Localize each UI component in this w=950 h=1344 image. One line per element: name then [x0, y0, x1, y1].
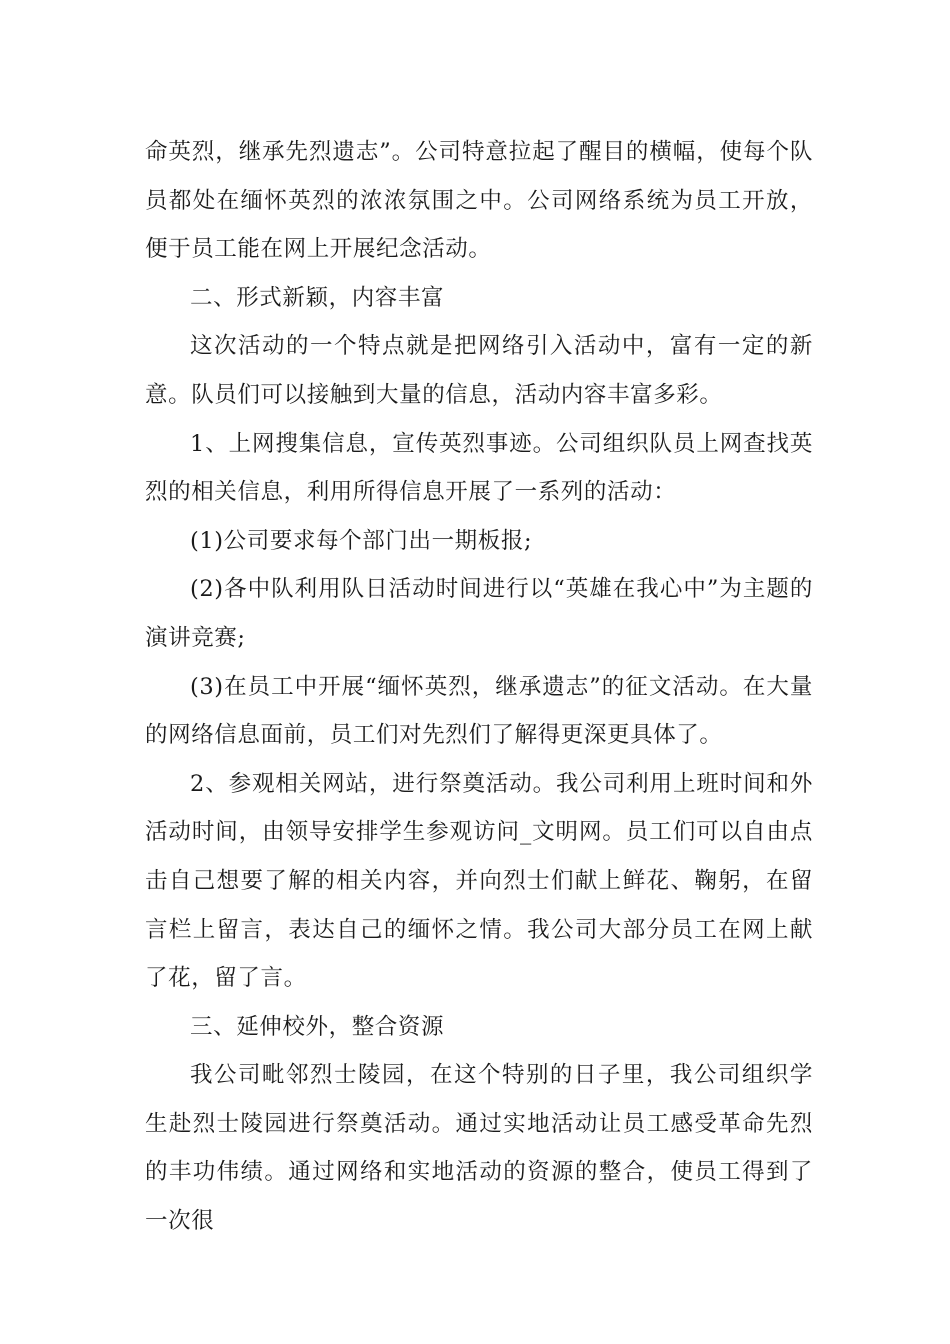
list-item-3: (3)在员工中开展“缅怀英烈，继承遗志”的征文活动。在大量的网络信息面前，员工们对先烈们了解得更深更具体了。: [145, 673, 813, 749]
list-item-2: (2)各中队利用队日活动时间进行以“英雄在我心中”为主题的演讲竞赛;: [145, 576, 813, 651]
list-item-1: (1)公司要求每个部门出一期板报;: [190, 527, 533, 554]
section-heading-3: 三、延伸校外，整合资源: [190, 1013, 445, 1040]
document-body: [145, 128, 813, 1246]
paragraph-network-feature: 这次活动的一个特点就是把网络引入活动中，富有一定的新意。队员们可以接触到大量的信息，活动内容丰富多彩。: [145, 333, 813, 408]
paragraph-item-2: 2、参观相关网站，进行祭奠活动。我公司利用上班时间和外活动时间，由领导安排学生参观访问_文明网。员工们可以自由点击自己想要了解的相关内容，并向烈士们献上鲜花、鞠躬，在留言栏上留言，表达自己的缅怀之情。我公司大部分员工在网上献了花，留了言。: [145, 770, 813, 992]
paragraph-cemetery: 我公司毗邻烈士陵园，在这个特别的日子里，我公司组织学生赴烈士陵园进行祭奠活动。通过实地活动让员工感受革命先烈的丰功伟绩。通过网络和实地活动的资源的整合，使员工得到了一次很: [145, 1062, 813, 1235]
paragraph-item-1: 1、上网搜集信息，宣传英烈事迹。公司组织队员上网查找英烈的相关信息，利用所得信息开展了一系列的活动：: [145, 430, 813, 506]
paragraph-continuation: 命英烈，继承先烈遗志”。公司特意拉起了醒目的横幅，使每个队员都处在缅怀英烈的浓浓氛围之中。公司网络系统为员工开放，便于员工能在网上开展纪念活动。: [145, 139, 813, 263]
section-heading-2: 二、形式新颖，内容丰富: [190, 284, 445, 311]
